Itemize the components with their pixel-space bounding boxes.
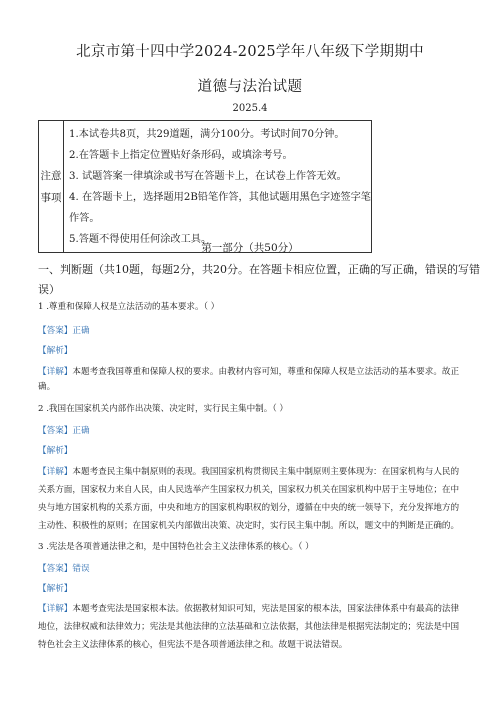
detail-line: 特色社会主义法律体系的核心，但宪法不是各项普通法律之和。故题干说法错误。 — [38, 640, 348, 650]
detail-line: 主动性、积极性的原则；在国家机关内部做出决策、决定时，实行民主集中制。所以，题文中的判断是正确的。 — [38, 521, 460, 531]
notice-item: 1.本试卷共8页，共29道题，满分100分。考试时间70分钟。 — [69, 129, 345, 140]
detail-text: 本题考查民主集中制原则的表现。我国国家机构贯彻民主集中制原则主要体现为：在国家机构与人民的 — [72, 467, 460, 477]
detail-tag: 【详解】 — [38, 367, 73, 377]
section-title: 第一部分（共50分） — [201, 242, 299, 254]
notice-body — [64, 121, 372, 253]
answer-label: 【答案】正确 — [38, 326, 90, 336]
detail-line — [38, 603, 468, 615]
analysis-label: 【解析】 — [38, 446, 73, 456]
analysis-label: 【解析】 — [38, 346, 73, 356]
detail-line: 央与地方国家机构的关系方面，中央和地方的国家机构职权的划分，遵循在中央的统一领导下，充分发挥地方的 — [38, 503, 460, 513]
notice-item: 4. 在答题卡上，选择题用2B铅笔作答，其他试题用黑色字迹签字笔 — [69, 192, 371, 203]
instruction-line: 一、判断题（共10题，每题2分，共20分。在答题卡相应位置，正确的写正确，错误的写错 — [38, 263, 480, 276]
question-stem: 1 .尊重和保障人权是立法活动的基本要求。（ ） — [38, 302, 220, 312]
detail-text: 本题考查我国尊重和保障人权的要求。由教材内容可知，尊重和保障人权是立法活动的基本要求。故正 — [72, 367, 460, 377]
detail-line — [38, 366, 468, 378]
notice-label-line: 事项 — [40, 191, 62, 204]
notice-item: 5.答题不得使用任何涂改工具。 — [69, 234, 212, 245]
exam-date: 2025.4 — [232, 103, 268, 114]
detail-line: 关系方面，国家权力来自人民，由人民选举产生国家权力机关，国家权力机关在国家机构中居于主导地位；在中 — [38, 485, 460, 495]
analysis-label: 【解析】 — [38, 584, 73, 594]
detail-tag: 【详解】 — [38, 604, 73, 614]
exam-title: 北京市第十四中学2024-2025学年八年级下学期期中 — [76, 44, 424, 60]
notice-item: 作答。 — [69, 213, 100, 224]
exam-subtitle: 道德与法治试题 — [197, 79, 303, 95]
notice-table — [38, 120, 372, 253]
detail-line: 确。 — [38, 382, 56, 392]
notice-item: 2.在答题卡上指定位置贴好条形码，或填涂考号。 — [69, 150, 293, 161]
detail-line — [38, 466, 468, 478]
section-instruction — [38, 260, 480, 300]
question-stem: 2 .我国在国家机关内部作出决策、决定时，实行民主集中制。（ ） — [38, 404, 288, 414]
detail-tag: 【详解】 — [38, 467, 73, 477]
instruction-line: 误） — [38, 283, 60, 296]
answer-label: 【答案】错误 — [38, 564, 90, 574]
detail-line: 地位，法律权威和法律效力；宪法是其他法律的立法基础和立法依据，其他法律是根据宪法制定的；宪法是中国 — [38, 622, 460, 632]
detail-text: 本题考查宪法是国家根本法。依据教材知识可知，宪法是国家的根本法，国家法律体系中有最高的法律 — [72, 604, 460, 614]
answer-label: 【答案】正确 — [38, 426, 90, 436]
notice-item: 3. 试题答案一律填涂或书写在答题卡上，在试卷上作答无效。 — [69, 171, 347, 182]
notice-label — [39, 121, 64, 253]
question-stem: 3 .宪法是各项普通法律之和，是中国特色社会主义法律体系的核心。（ ） — [38, 542, 314, 552]
notice-label-line: 注意 — [40, 169, 62, 182]
